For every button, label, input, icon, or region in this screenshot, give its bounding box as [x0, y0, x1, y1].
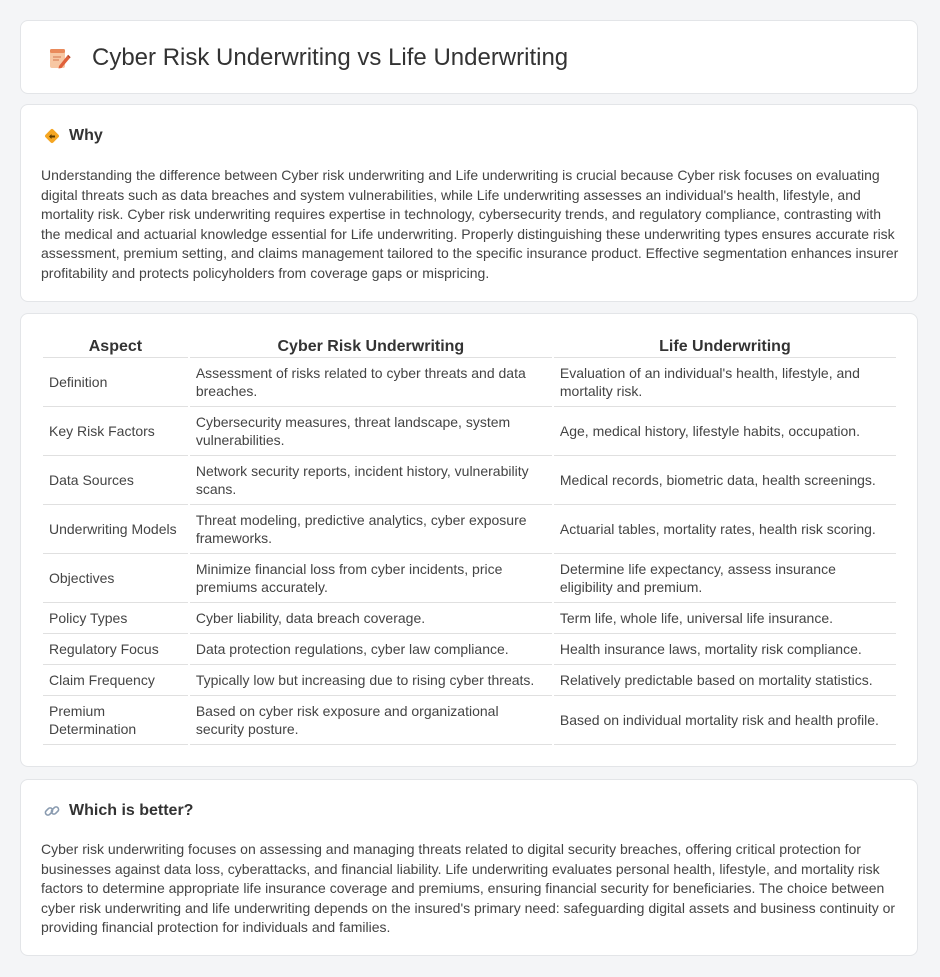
table-row	[43, 456, 896, 505]
why-paragraph: Understanding the difference between Cyber risk underwriting and Life underwriting is crucial because Cyber risk focuses on evaluating digital threats such as data breaches and system vulnerabilities, while Life underwriting assesses an individual's health, lifestyle, and mortality risk. Cyber risk underwriting requires expertise in technology, cybersecurity trends, and regulatory compliance, contrasting with the medical and actuarial knowledge essential for Life underwriting. Properly distinguishing these underwriting types ensures accurate risk assessment, premium setting, and claims management tailored to the specific insurance product. Effective segmentation enhances insurer profitability and protects policyholders from coverage gaps or mispricing.	[41, 167, 899, 281]
table-row	[43, 505, 896, 554]
table-row	[43, 554, 896, 603]
row-life: Evaluation of an individual's health, lifestyle, and mortality risk.	[554, 358, 896, 407]
row-life: Health insurance laws, mortality risk compliance.	[554, 634, 896, 665]
row-aspect: Regulatory Focus	[43, 634, 188, 665]
header-aspect: Aspect	[43, 336, 188, 358]
comparison-section	[20, 313, 918, 767]
row-cyber: Minimize financial loss from cyber incidents, price premiums accurately.	[190, 554, 552, 603]
row-life: Determine life expectancy, assess insurance eligibility and premium.	[554, 554, 896, 603]
why-heading	[43, 127, 103, 145]
better-title: Which is better?	[69, 802, 194, 819]
row-aspect: Key Risk Factors	[43, 407, 188, 456]
table-row	[43, 603, 896, 634]
table-row	[43, 358, 896, 407]
which-better-section	[20, 779, 918, 956]
header-card	[20, 20, 918, 94]
table-row	[43, 634, 896, 665]
table-header-row	[43, 336, 896, 358]
row-cyber: Cybersecurity measures, threat landscape, system vulnerabilities.	[190, 407, 552, 456]
table-row	[43, 696, 896, 745]
row-cyber: Data protection regulations, cyber law compliance.	[190, 634, 552, 665]
link-icon	[43, 802, 61, 820]
row-life: Based on individual mortality risk and health profile.	[554, 696, 896, 745]
comparison-table	[41, 336, 898, 745]
row-life: Medical records, biometric data, health screenings.	[554, 456, 896, 505]
row-aspect: Claim Frequency	[43, 665, 188, 696]
row-cyber: Cyber liability, data breach coverage.	[190, 603, 552, 634]
diamond-sign-icon	[43, 127, 61, 145]
row-life: Actuarial tables, mortality rates, health risk scoring.	[554, 505, 896, 554]
row-cyber: Typically low but increasing due to rising cyber threats.	[190, 665, 552, 696]
header-life: Life Underwriting	[554, 336, 896, 358]
row-cyber: Based on cyber risk exposure and organizational security posture.	[190, 696, 552, 745]
why-section	[20, 104, 918, 302]
row-cyber: Threat modeling, predictive analytics, cyber exposure frameworks.	[190, 505, 552, 554]
row-cyber: Network security reports, incident history, vulnerability scans.	[190, 456, 552, 505]
row-life: Age, medical history, lifestyle habits, occupation.	[554, 407, 896, 456]
row-aspect: Data Sources	[43, 456, 188, 505]
better-heading	[43, 802, 193, 820]
row-life: Relatively predictable based on mortality statistics.	[554, 665, 896, 696]
row-aspect: Policy Types	[43, 603, 188, 634]
row-life: Term life, whole life, universal life insurance.	[554, 603, 896, 634]
row-aspect: Premium Determination	[43, 696, 188, 745]
header-cyber: Cyber Risk Underwriting	[190, 336, 552, 358]
table-row	[43, 407, 896, 456]
page-title: Cyber Risk Underwriting vs Life Underwriting	[92, 44, 569, 71]
row-aspect: Underwriting Models	[43, 505, 188, 554]
better-paragraph: Cyber risk underwriting focuses on assessing and managing threats related to digital security breaches, offering critical protection for businesses against data loss, cyberattacks, and financial liability. Life underwriting evaluates personal health, lifestyle, and mortality risk factors to determine appropriate life insurance coverage and premiums, ensuring financial security for beneficiaries. The choice between cyber risk underwriting and life underwriting depends on the insured's primary need: safeguarding digital assets and business continuity or providing financial protection for individuals and families.	[41, 841, 896, 935]
why-title: Why	[69, 127, 103, 144]
row-aspect: Definition	[43, 358, 188, 407]
notepad-pencil-icon	[47, 46, 71, 70]
table-row	[43, 665, 896, 696]
row-aspect: Objectives	[43, 554, 188, 603]
row-cyber: Assessment of risks related to cyber threats and data breaches.	[190, 358, 552, 407]
